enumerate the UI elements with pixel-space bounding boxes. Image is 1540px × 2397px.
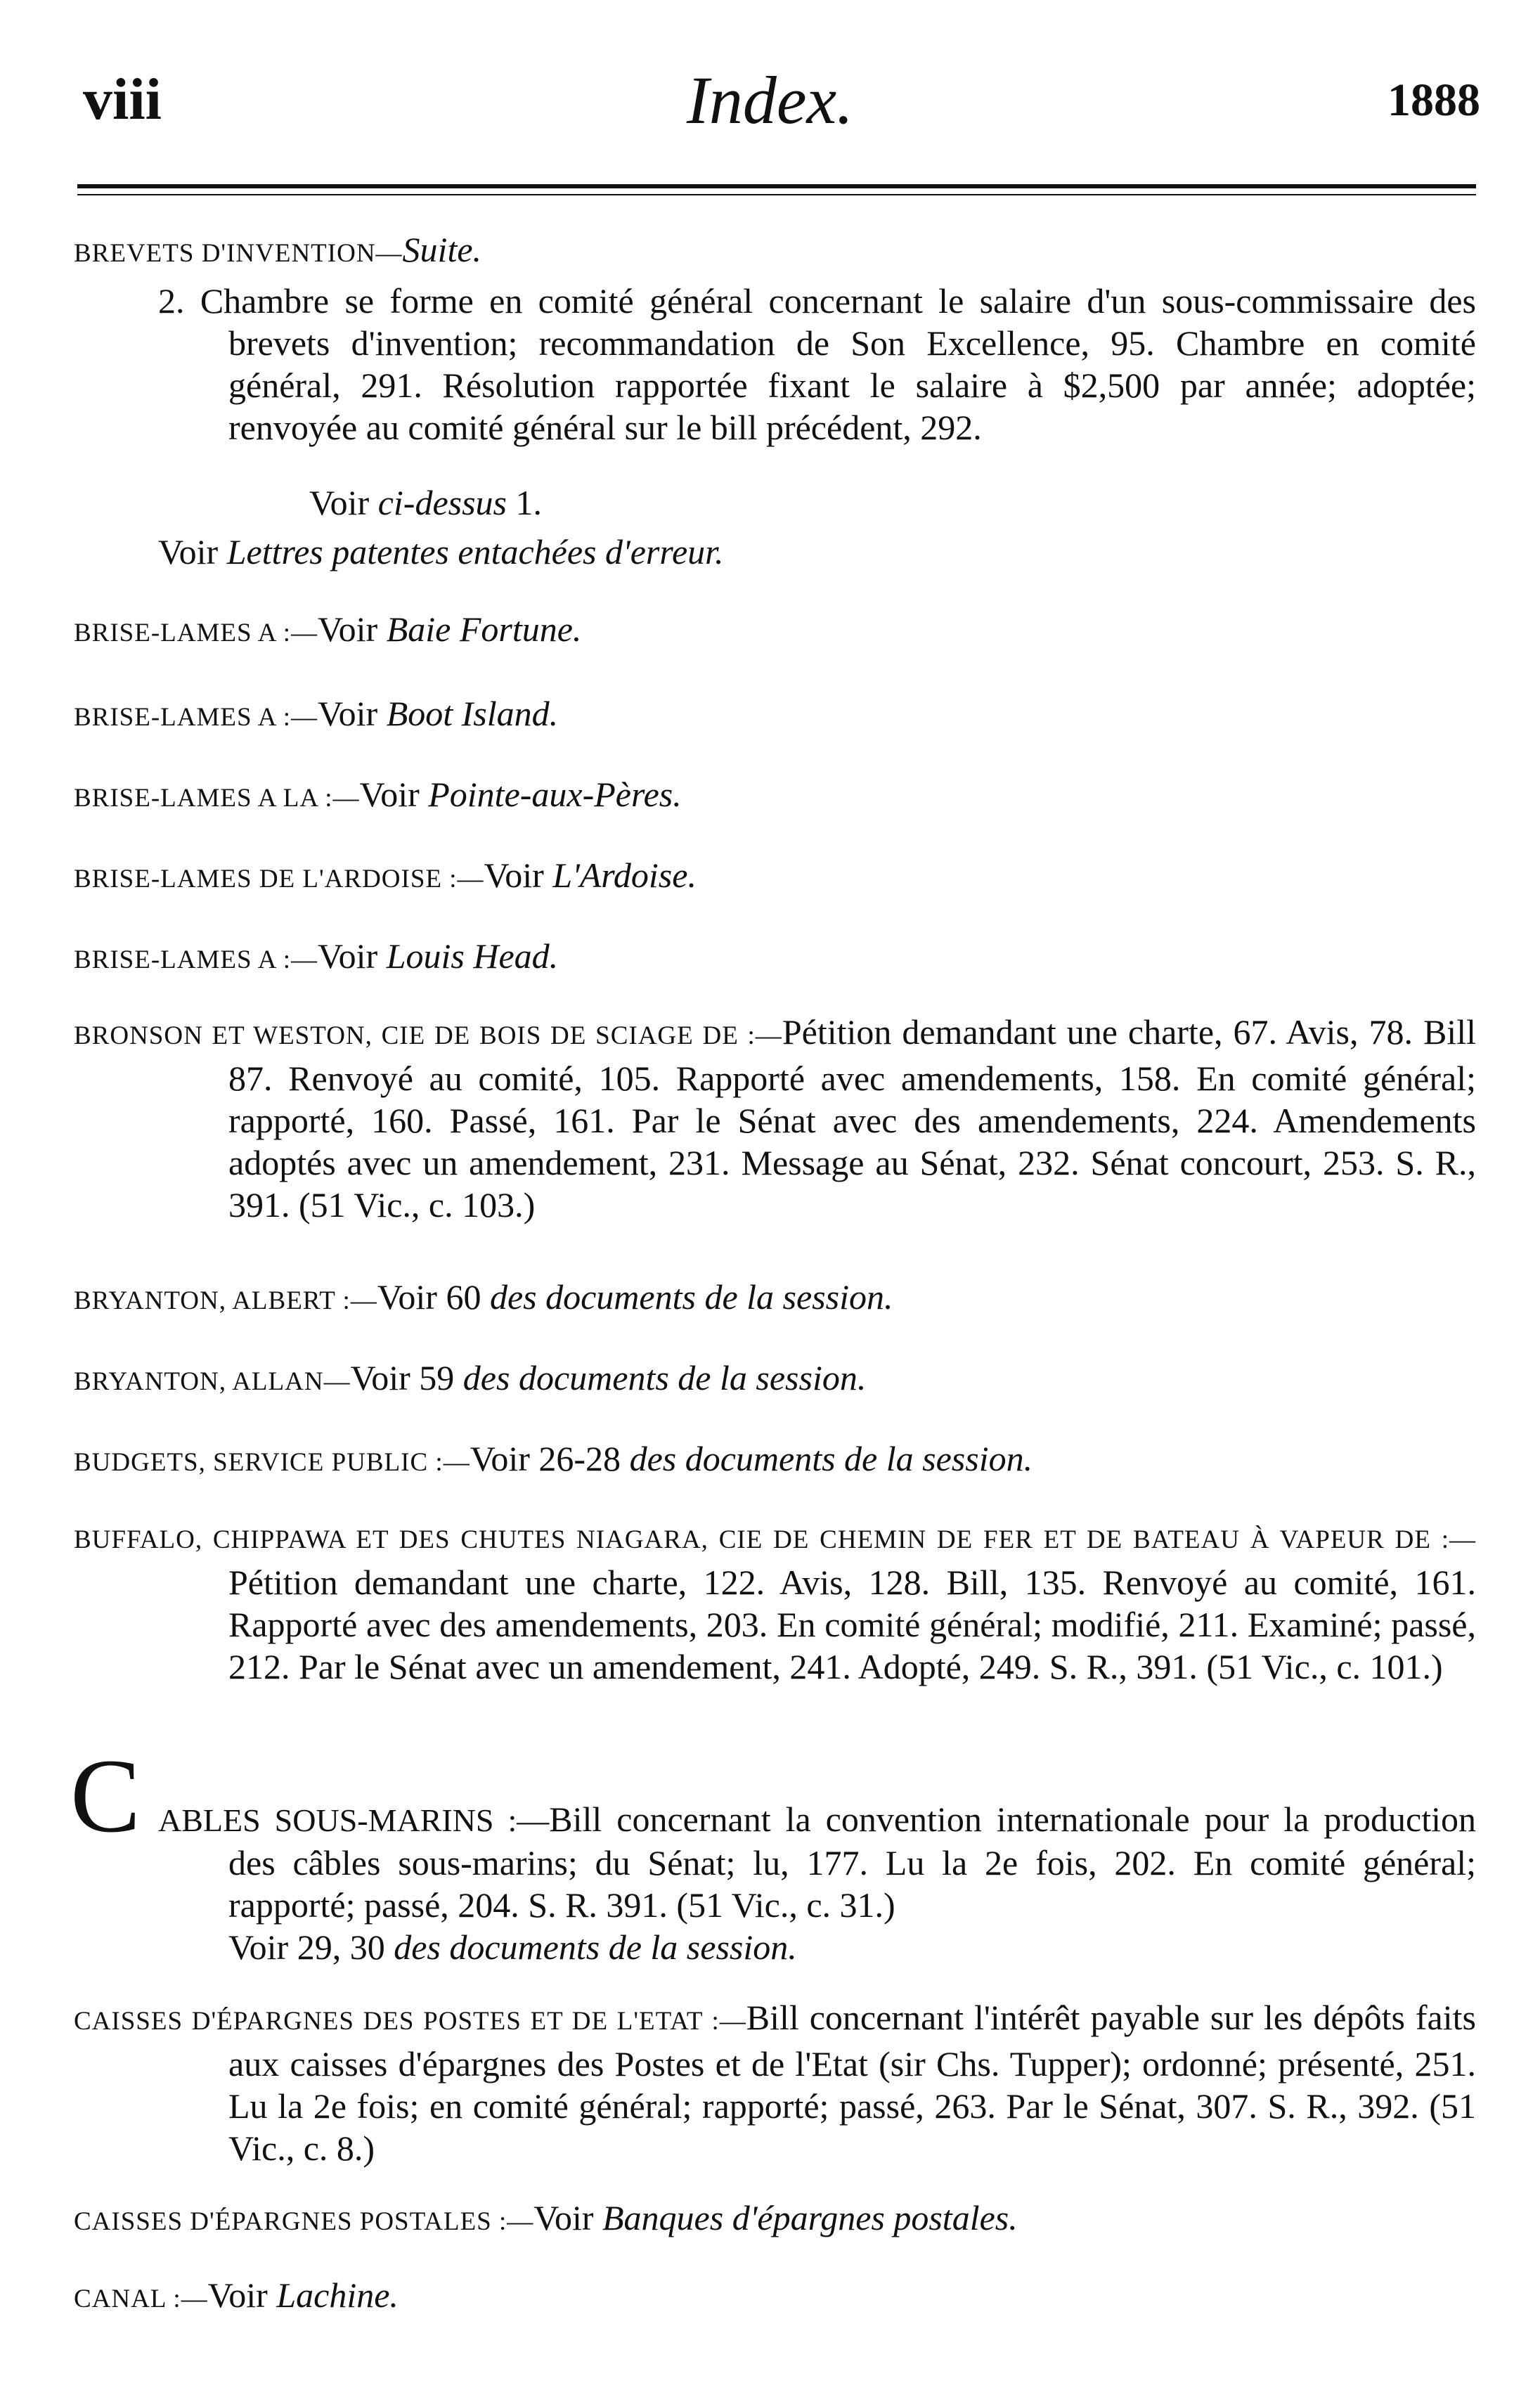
voir-ref: Banques d'épargnes postales. (602, 2198, 1018, 2237)
voir-ref: des documents de la session. (489, 1277, 893, 1317)
entry-heading: BRYANTON, ALLAN— (74, 1367, 351, 1396)
entry-canal (74, 2274, 1476, 2320)
entry-brevets (74, 228, 1476, 275)
year: 1888 (1387, 75, 1480, 126)
voir-ref: Lachine. (276, 2275, 399, 2315)
entry-heading: CAISSES D'ÉPARGNES DES POSTES ET DE L'ETAT :— (74, 2007, 746, 2036)
entry-bronson (74, 1011, 1476, 1226)
entry-bryanton-allan (74, 1357, 1476, 1403)
entry-text: Bill concernant la convention internationale pour la production des câbles sous-marins; du Sénat; lu, 177. Lu la 2e fois, 202. En comité général; rapporté; passé, 204. S. R. 391. (51 Vic., c. 31.) (228, 1800, 1476, 1925)
voir-ref: Boot Island. (386, 694, 559, 733)
entry-text: 2. Chambre se forme en comité général concernant le salaire d'un sous-commissaire des brevets d'invention; recommandation de Son Excellence, 95. Chambre en comité général, 291. Résolution rapportée fixant le salaire à $2,500 par année; adoptée; renvoyée au comité général sur le bill précédent, 292. (158, 281, 1476, 447)
voir-label: Voir (318, 609, 387, 649)
voir-label: Voir (207, 2275, 277, 2315)
entry-brise-lames-louis (74, 935, 1476, 981)
voir-ref: des documents de la session. (462, 1358, 867, 1397)
entry-heading: BREVETS D'INVENTION— (74, 239, 403, 268)
entry-brise-lames-ardoise (74, 854, 1476, 900)
entry-brise-lames-baie (74, 608, 1476, 654)
entry-heading: CANAL :— (74, 2285, 208, 2313)
entry-brise-lames-pointe (74, 773, 1476, 820)
voir-ref: Louis Head. (386, 936, 559, 976)
entry-brise-lames-boot (74, 692, 1476, 739)
entry-heading: BRISE-LAMES DE L'ARDOISE :— (74, 865, 484, 893)
voir-label: Voir 29, 30 (228, 1927, 394, 1967)
entry-text: Pétition demandant une charte, 67. Avis, 78. Bill 87. Renvoyé au comité, 105. Rapporté avec amendements, 158. En comité général; rapporté, 160. Passé, 161. Par le Sénat avec des amendements, 224. Amendements adoptés avec un amendement, 231. Message au Sénat, 232. Sénat concourt, 253. S. R., 391. (51 Vic., c. 103.) (228, 1012, 1476, 1225)
page-number: viii (83, 67, 162, 132)
entry-caisses-postes (74, 1996, 1476, 2169)
voir-label: Voir 60 (377, 1277, 490, 1317)
voir-label: Voir (309, 483, 370, 522)
voir-label: Voir (533, 2198, 603, 2237)
entry-brevets-voir2 (158, 531, 724, 573)
header-rule-thin (77, 194, 1476, 195)
entry-budgets (74, 1437, 1476, 1484)
entry-text: Pétition demandant une charte, 122. Avis, 128. Bill, 135. Renvoyé au comité, 161. Rapporté avec des amendements, 203. En comité général; modifié, 211. Examiné; passé, 212. Par le Sénat avec un amendement, 241. Adopté, 249. S. R., 391. (51 Vic., c. 101.) (228, 1563, 1476, 1686)
voir-ref: Pointe-aux-Pères. (428, 775, 682, 814)
voir-label: Voir (158, 532, 219, 571)
entry-heading: BRYANTON, ALBERT :— (74, 1286, 377, 1315)
entry-heading: BRISE-LAMES A :— (74, 619, 318, 647)
entry-heading: ABLES SOUS-MARINS :— (158, 1802, 550, 1838)
entry-heading: BUFFALO, CHIPPAWA ET DES CHUTES NIAGARA, CIE DE CHEMIN DE FER ET DE BATEAU À VAPEUR DE :— (74, 1525, 1476, 1554)
entry-caisses-postales (74, 2197, 1476, 2243)
voir-ref: des documents de la session. (629, 1439, 1033, 1478)
drop-cap: C (70, 1738, 141, 1854)
header-rule-thick (77, 184, 1476, 188)
voir-label: Voir (359, 775, 429, 814)
entry-heading: CAISSES D'ÉPARGNES POSTALES :— (74, 2207, 534, 2236)
voir-label: Voir (318, 936, 387, 976)
entry-heading: BUDGETS, SERVICE PUBLIC :— (74, 1448, 470, 1477)
entry-suffix: Suite. (402, 230, 482, 269)
voir-ref: des documents de la session. (394, 1927, 797, 1967)
entry-heading: BRISE-LAMES A LA :— (74, 784, 360, 813)
entry-brevets-voir1 (309, 482, 542, 524)
voir-ref: Baie Fortune. (386, 609, 582, 649)
entry-heading: BRONSON ET WESTON, CIE DE BOIS DE SCIAGE DE :— (74, 1021, 782, 1050)
entry-heading: BRISE-LAMES A :— (74, 703, 318, 732)
voir-ref: ci-dessus (377, 483, 507, 522)
voir-ref: Lettres patentes entachées d'erreur. (226, 532, 724, 571)
voir-label: Voir 26-28 (470, 1439, 630, 1478)
voir-label: Voir (318, 694, 387, 733)
voir-label: Voir 59 (350, 1358, 463, 1397)
entry-text: Bill concernant l'intérêt payable sur les dépôts faits aux caisses d'épargnes des Postes et de l'Etat (sir Chs. Tupper); ordonné; présenté, 251. Lu la 2e fois; en comité général; rapporté; passé, 263. Par le Sénat, 307. S. R., 392. (51 Vic., c. 8.) (228, 1998, 1476, 2168)
entry-brevets-2 (74, 280, 1476, 448)
entry-bryanton-albert (74, 1276, 1476, 1322)
voir-ref: L'Ardoise. (552, 855, 697, 895)
entry-heading: BRISE-LAMES A :— (74, 945, 318, 974)
voir-label: Voir (484, 855, 553, 895)
entry-cables (74, 1798, 1476, 1968)
voir-tail: 1. (507, 483, 543, 522)
page-title: Index. (686, 63, 854, 138)
entry-buffalo (74, 1515, 1476, 1688)
